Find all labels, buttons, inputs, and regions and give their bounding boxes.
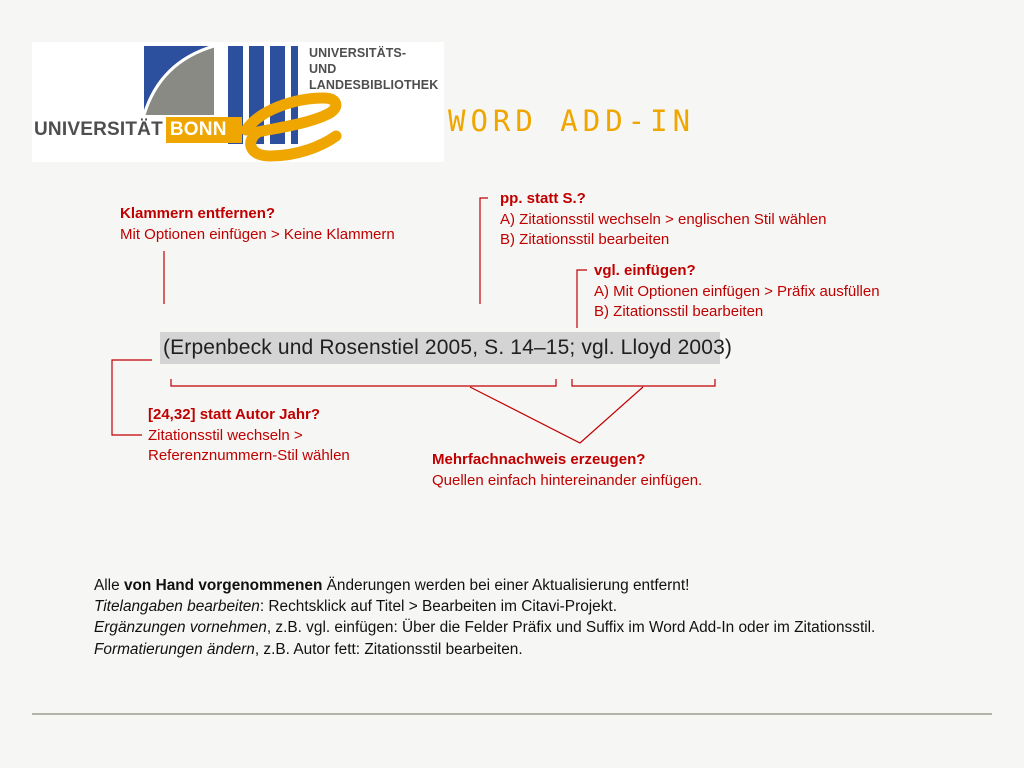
note-1-part-c: Änderungen werden bei einer Aktualisierung entfernt!	[322, 577, 690, 594]
footer-divider	[32, 713, 992, 715]
note-4-term: Formatierungen ändern	[94, 640, 255, 658]
annotation-pp-line1: A) Zitationsstil wechseln > englischen Stil wählen	[500, 210, 827, 228]
note-1-part-a: Alle	[94, 577, 124, 594]
page-title: WORD ADD-IN	[448, 104, 696, 138]
note-line-1	[94, 575, 875, 596]
annotation-numeric-question: [24,32] statt Autor Jahr?	[148, 406, 320, 423]
annotation-numeric-line1: Zitationsstil wechseln >	[148, 426, 303, 444]
note-3-text: , z.B. vgl. einfügen: Über die Felder Präfix und Suffix im Word Add-In oder im Zitationsstil.	[266, 619, 876, 637]
ulb-line-2: UND LANDESBIBLIOTHEK	[309, 62, 439, 92]
connector-vgl	[577, 270, 587, 328]
note-line-2	[94, 596, 875, 617]
connector-numeric	[112, 360, 152, 435]
connector-pp	[480, 198, 488, 304]
annotation-vgl	[594, 261, 880, 323]
annotation-vgl-line2: B) Zitationsstil bearbeiten	[594, 303, 764, 320]
citation-underbracket-1	[171, 379, 556, 386]
note-1-emphasis: von Hand vorgenommenen	[123, 577, 323, 594]
annotation-vgl-line1: A) Mit Optionen einfügen > Präfix ausfüllen	[594, 282, 880, 300]
ulb-line-1: UNIVERSITÄTS-	[309, 46, 407, 60]
annotation-multi-line1: Quellen einfach hintereinander einfügen.	[432, 471, 703, 489]
annotation-pp	[500, 189, 826, 251]
annotation-numeric	[148, 405, 350, 467]
annotation-multi-question: Mehrfachnachweis erzeugen?	[432, 451, 646, 468]
note-2-term: Titelangaben bearbeiten	[94, 598, 260, 616]
note-3-term: Ergänzungen vornehmen	[94, 619, 267, 637]
annotation-brackets	[120, 204, 395, 245]
citation-example: (Erpenbeck und Rosenstiel 2005, S. 14–15; vgl. Lloyd 2003)	[160, 332, 720, 364]
note-4-text: , z.B. Autor fett: Zitationsstil bearbeiten.	[254, 640, 523, 658]
note-2-text: : Rechtsklick auf Titel > Bearbeiten im Citavi-Projekt.	[259, 598, 617, 616]
annotation-multi	[432, 450, 702, 491]
logo-bonn-text: BONN	[166, 117, 242, 143]
annotation-brackets-question: Klammern entfernen?	[120, 205, 276, 222]
connector-multi	[470, 387, 643, 443]
citation-underbracket-2	[572, 379, 715, 386]
logo-university-text: UNIVERSITÄT	[34, 119, 163, 140]
annotation-pp-line2: B) Zitationsstil bearbeiten	[500, 231, 670, 248]
annotation-numeric-line2: Referenznummern-Stil wählen	[148, 447, 350, 464]
note-line-4	[94, 639, 875, 660]
annotation-vgl-question: vgl. einfügen?	[594, 262, 696, 279]
notes-block	[94, 575, 875, 660]
note-line-3	[94, 617, 875, 638]
annotation-pp-question: pp. statt S.?	[500, 190, 586, 207]
annotation-brackets-line1: Mit Optionen einfügen > Keine Klammern	[120, 225, 395, 243]
